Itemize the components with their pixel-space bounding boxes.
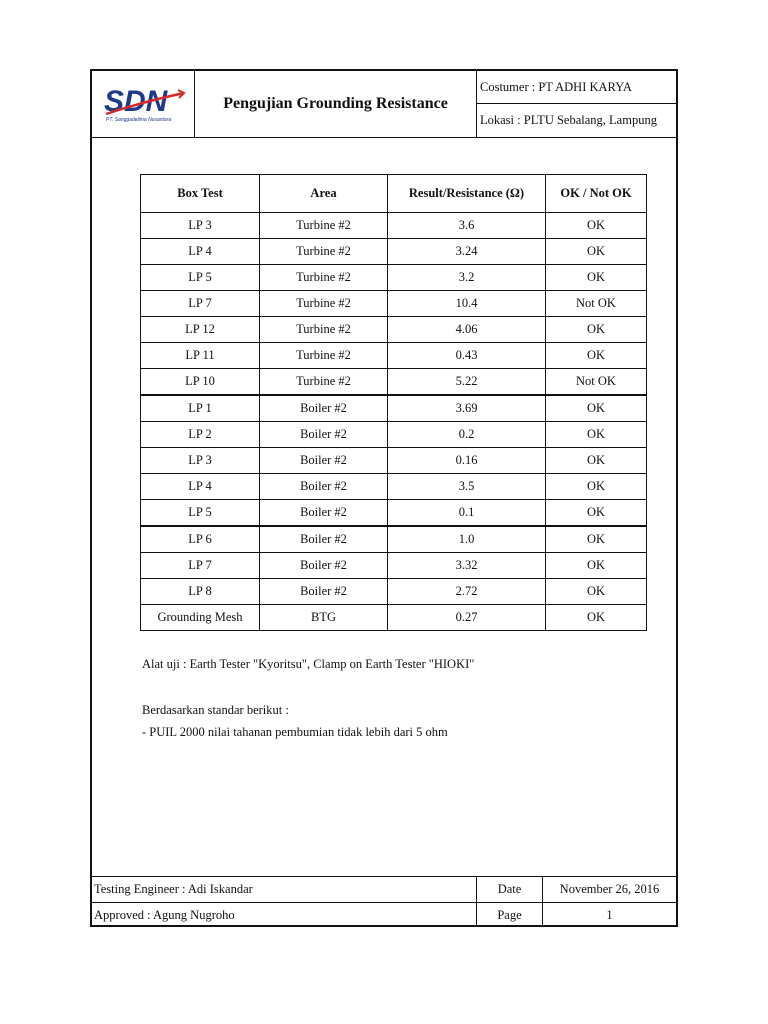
area-cell: Boiler #2 (260, 395, 388, 422)
box-test-cell: LP 8 (141, 579, 260, 605)
area-cell: BTG (260, 605, 388, 631)
status-cell: OK (546, 553, 647, 579)
resistance-cell: 2.72 (388, 579, 546, 605)
page-value: 1 (606, 908, 613, 922)
status-cell: OK (546, 422, 647, 448)
resistance-cell: 3.32 (388, 553, 546, 579)
document-footer (92, 876, 676, 926)
area-cell: Turbine #2 (260, 239, 388, 265)
status-cell: Not OK (546, 369, 647, 396)
table-row (141, 317, 647, 343)
box-test-cell: LP 3 (141, 448, 260, 474)
resistance-cell: 0.43 (388, 343, 546, 369)
resistance-cell: 3.6 (388, 213, 546, 239)
box-test-cell: LP 4 (141, 474, 260, 500)
area-cell: Boiler #2 (260, 474, 388, 500)
table-header-row (141, 175, 647, 213)
standard-intro: Berdasarkan standar berikut : (142, 703, 289, 717)
table-row (141, 474, 647, 500)
table-row (141, 553, 647, 579)
resistance-cell: 4.06 (388, 317, 546, 343)
status-cell: OK (546, 213, 647, 239)
resistance-cell: 1.0 (388, 526, 546, 553)
testing-engineer: Testing Engineer : Adi Iskandar (94, 882, 253, 896)
table-row (141, 369, 647, 396)
column-header-result: Result/Resistance (Ω) (388, 175, 546, 213)
area-cell: Turbine #2 (260, 291, 388, 317)
area-cell: Boiler #2 (260, 422, 388, 448)
resistance-cell: 0.16 (388, 448, 546, 474)
sdn-logo-icon (92, 71, 194, 137)
area-cell: Boiler #2 (260, 553, 388, 579)
resistance-cell: 3.69 (388, 395, 546, 422)
box-test-cell: LP 11 (141, 343, 260, 369)
table-row (141, 500, 647, 527)
column-header-status: OK / Not OK (546, 175, 647, 213)
date-label: Date (497, 882, 522, 896)
table-row (141, 239, 647, 265)
box-test-cell: LP 12 (141, 317, 260, 343)
company-logo (92, 71, 195, 137)
document-frame (90, 69, 678, 927)
table-row (141, 526, 647, 553)
status-cell: OK (546, 265, 647, 291)
status-cell: Not OK (546, 291, 647, 317)
status-cell: OK (546, 605, 647, 631)
resistance-cell: 5.22 (388, 369, 546, 396)
table-row (141, 395, 647, 422)
customer-label: Costumer : PT ADHI KARYA (477, 71, 676, 104)
equipment-note: Alat uji : Earth Tester "Kyoritsu", Clamp on Earth Tester "HIOKI" (142, 657, 475, 671)
status-cell: OK (546, 343, 647, 369)
box-test-cell: Grounding Mesh (141, 605, 260, 631)
table-row (141, 343, 647, 369)
area-cell: Boiler #2 (260, 448, 388, 474)
box-test-cell: LP 3 (141, 213, 260, 239)
location-label: Lokasi : PLTU Sebalang, Lampung (480, 113, 657, 127)
resistance-cell: 3.24 (388, 239, 546, 265)
box-test-cell: LP 7 (141, 291, 260, 317)
standard-item: - PUIL 2000 nilai tahanan pembumian tidak lebih dari 5 ohm (142, 725, 448, 739)
area-cell: Turbine #2 (260, 213, 388, 239)
area-cell: Turbine #2 (260, 343, 388, 369)
table-row (141, 213, 647, 239)
area-cell: Boiler #2 (260, 500, 388, 527)
box-test-cell: LP 4 (141, 239, 260, 265)
document-title: Pengujian Grounding Resistance (195, 71, 477, 137)
area-cell: Turbine #2 (260, 317, 388, 343)
area-cell: Turbine #2 (260, 369, 388, 396)
table-row (141, 448, 647, 474)
status-cell: OK (546, 500, 647, 527)
approved-by: Approved : Agung Nugroho (94, 908, 235, 922)
resistance-cell: 0.2 (388, 422, 546, 448)
table-row (141, 265, 647, 291)
page-label: Page (497, 908, 522, 922)
box-test-cell: LP 7 (141, 553, 260, 579)
box-test-cell: LP 6 (141, 526, 260, 553)
table-row (141, 422, 647, 448)
status-cell: OK (546, 474, 647, 500)
resistance-cell: 3.5 (388, 474, 546, 500)
logo-subtitle: PT. Sanggadelima Nusantara (106, 117, 172, 123)
box-test-cell: LP 10 (141, 369, 260, 396)
area-cell: Boiler #2 (260, 579, 388, 605)
box-test-cell: LP 5 (141, 500, 260, 527)
status-cell: OK (546, 448, 647, 474)
box-test-cell: LP 1 (141, 395, 260, 422)
status-cell: OK (546, 395, 647, 422)
table-row (141, 605, 647, 631)
column-header-box-test: Box Test (141, 175, 260, 213)
resistance-cell: 0.1 (388, 500, 546, 527)
resistance-cell: 10.4 (388, 291, 546, 317)
document-header (92, 71, 676, 138)
date-value: November 26, 2016 (559, 882, 660, 896)
status-cell: OK (546, 239, 647, 265)
status-cell: OK (546, 579, 647, 605)
status-cell: OK (546, 526, 647, 553)
box-test-cell: LP 5 (141, 265, 260, 291)
status-cell: OK (546, 317, 647, 343)
box-test-cell: LP 2 (141, 422, 260, 448)
table-row (141, 291, 647, 317)
area-cell: Boiler #2 (260, 526, 388, 553)
grounding-results-table (140, 174, 647, 631)
table-row (141, 579, 647, 605)
area-cell: Turbine #2 (260, 265, 388, 291)
resistance-cell: 0.27 (388, 605, 546, 631)
table-body (141, 213, 647, 631)
resistance-cell: 3.2 (388, 265, 546, 291)
logo-wordmark: SDN (104, 85, 168, 118)
column-header-area: Area (260, 175, 388, 213)
